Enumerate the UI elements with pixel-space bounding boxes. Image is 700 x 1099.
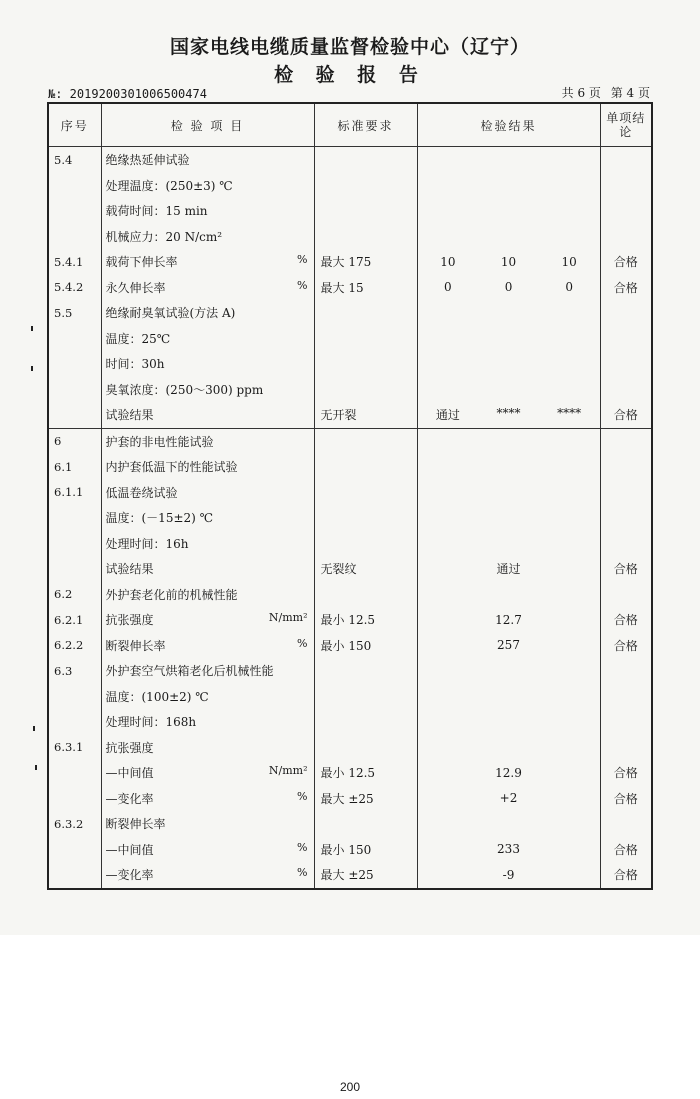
result-cell	[417, 454, 600, 480]
requirement-cell	[314, 480, 417, 506]
row-number: 6.3	[48, 658, 101, 684]
row-number	[48, 837, 101, 863]
test-item-label: 低温卷绕试验	[105, 485, 178, 500]
table-row	[48, 633, 652, 659]
test-item-label: 处理温度：(250±3) ℃	[105, 178, 233, 193]
row-number	[48, 326, 101, 352]
scan-speck	[31, 326, 33, 331]
result-cell	[417, 684, 600, 710]
test-item-label: 外护套空气烘箱老化后机械性能	[105, 664, 274, 679]
test-item-label: —变化率	[105, 868, 154, 883]
result-cell	[417, 224, 600, 250]
test-item-cell	[101, 173, 314, 199]
scan-speck	[31, 366, 33, 371]
test-item-cell	[101, 480, 314, 506]
row-number: 6.3.2	[48, 811, 101, 837]
result-cell	[417, 198, 600, 224]
test-item-label: 永久伸长率	[105, 280, 166, 295]
requirement-cell: 无裂纹	[314, 556, 417, 582]
conclusion-cell	[600, 326, 652, 352]
row-number	[48, 531, 101, 557]
row-number: 6.2.2	[48, 633, 101, 659]
col-header-no: 序号	[48, 103, 101, 147]
result-cell	[417, 786, 600, 812]
table-header-row	[48, 103, 652, 147]
table-row	[48, 811, 652, 837]
conclusion-cell: 合格	[600, 760, 652, 786]
requirement-cell	[314, 454, 417, 480]
test-item-cell	[101, 735, 314, 761]
result-value: 通过	[435, 408, 460, 423]
test-item-cell	[101, 428, 314, 454]
result-cell	[417, 351, 600, 377]
result-cell	[417, 658, 600, 684]
row-number	[48, 556, 101, 582]
result-cell	[417, 709, 600, 735]
table-row	[48, 351, 652, 377]
test-item-label: 温度：(100±2) ℃	[105, 689, 209, 704]
table-row	[48, 224, 652, 250]
row-number	[48, 224, 101, 250]
conclusion-cell: 合格	[600, 607, 652, 633]
test-item-label: —中间值	[105, 842, 154, 857]
requirement-cell	[314, 811, 417, 837]
test-item-cell	[101, 837, 314, 863]
table-row	[48, 709, 652, 735]
table-row	[48, 556, 652, 582]
table-row	[48, 454, 652, 480]
table-row	[48, 735, 652, 761]
unit-label: %	[297, 636, 308, 650]
result-value: 10	[440, 254, 456, 269]
requirement-cell: 最大 175	[314, 249, 417, 275]
result-value: -9	[502, 867, 515, 882]
table-row	[48, 505, 652, 531]
table-row	[48, 377, 652, 403]
result-value: 0	[504, 280, 513, 295]
table-row	[48, 607, 652, 633]
conclusion-cell: 合格	[600, 837, 652, 863]
row-number: 5.4.2	[48, 275, 101, 301]
conclusion-cell	[600, 224, 652, 250]
conclusion-cell	[600, 351, 652, 377]
conclusion-cell	[600, 480, 652, 506]
test-item-label: 内护套低温下的性能试验	[105, 460, 238, 475]
result-value: 233	[497, 842, 520, 857]
test-item-cell	[101, 633, 314, 659]
test-item-cell	[101, 531, 314, 557]
col-header-result: 检验结果	[417, 103, 600, 147]
test-item-cell	[101, 582, 314, 608]
test-item-label: 绝缘热延伸试验	[105, 153, 190, 168]
conclusion-cell: 合格	[600, 402, 652, 428]
result-value: ****	[557, 406, 582, 421]
row-number	[48, 862, 101, 889]
result-value: 10	[500, 254, 517, 269]
requirement-cell	[314, 173, 417, 199]
requirement-cell	[314, 351, 417, 377]
table-row	[48, 480, 652, 506]
test-item-label: 抗张强度	[105, 740, 154, 755]
test-item-label: 温度：25℃	[105, 331, 171, 346]
result-value: 0	[444, 280, 452, 295]
test-item-label: —中间值	[105, 766, 154, 781]
requirement-cell	[314, 684, 417, 710]
unit-label: %	[297, 866, 308, 879]
conclusion-cell: 合格	[600, 786, 652, 812]
requirement-cell	[314, 300, 417, 326]
table-row	[48, 275, 652, 301]
result-cell	[417, 760, 600, 786]
result-cell	[417, 811, 600, 837]
result-value: 通过	[496, 562, 521, 577]
test-item-label: —变化率	[105, 791, 154, 806]
table-row	[48, 684, 652, 710]
result-value: 12.7	[495, 612, 522, 627]
test-item-label: 抗张强度	[105, 613, 154, 628]
conclusion-cell	[600, 684, 652, 710]
result-cell	[417, 582, 600, 608]
conclusion-cell: 合格	[600, 862, 652, 889]
table-row	[48, 582, 652, 608]
row-number	[48, 402, 101, 428]
requirement-cell: 最小 12.5	[314, 760, 417, 786]
unit-label: N/mm²	[268, 611, 308, 624]
table-row	[48, 147, 652, 173]
result-cell	[417, 300, 600, 326]
conclusion-cell	[600, 147, 652, 173]
conclusion-cell	[600, 709, 652, 735]
row-number: 5.4.1	[48, 249, 101, 275]
result-cell	[417, 377, 600, 403]
row-number: 6.1.1	[48, 480, 101, 506]
test-item-cell	[101, 275, 314, 301]
result-cell	[417, 275, 600, 301]
table-row	[48, 837, 652, 863]
col-header-conclusion: 单项结论	[600, 103, 652, 147]
scan-speck	[35, 765, 37, 770]
conclusion-cell	[600, 377, 652, 403]
test-item-label: 绝缘耐臭氧试验(方法 A)	[105, 306, 236, 321]
conclusion-cell	[600, 454, 652, 480]
test-item-cell	[101, 862, 314, 889]
current-page: 第 4 页	[610, 86, 650, 100]
result-cell	[417, 862, 600, 889]
test-item-label: 外护套老化前的机械性能	[105, 587, 238, 602]
result-cell	[417, 402, 600, 428]
result-cell	[417, 556, 600, 582]
test-item-label: 断裂伸长率	[105, 817, 166, 832]
row-number: 6	[48, 428, 101, 454]
requirement-cell: 最大 ±25	[314, 786, 417, 812]
test-item-cell	[101, 760, 314, 786]
row-number	[48, 505, 101, 531]
table-row	[48, 862, 652, 889]
result-cell	[417, 249, 600, 275]
test-item-cell	[101, 786, 314, 812]
requirement-cell: 最小 12.5	[314, 607, 417, 633]
result-value: 12.9	[495, 765, 522, 780]
test-item-cell	[101, 249, 314, 275]
result-cell	[417, 480, 600, 506]
conclusion-cell	[600, 428, 652, 454]
requirement-cell	[314, 428, 417, 454]
unit-label: N/mm²	[268, 764, 308, 777]
result-cell	[417, 173, 600, 199]
result-cell	[417, 147, 600, 173]
row-number	[48, 709, 101, 735]
result-value: 0	[565, 280, 573, 295]
table-row	[48, 658, 652, 684]
result-cell	[417, 505, 600, 531]
row-number	[48, 377, 101, 403]
test-item-label: 载荷时间：15 min	[105, 204, 208, 219]
test-item-cell	[101, 377, 314, 403]
unit-label: %	[297, 840, 308, 854]
table-row	[48, 760, 652, 786]
conclusion-cell	[600, 173, 652, 199]
test-item-cell	[101, 811, 314, 837]
conclusion-cell: 合格	[600, 275, 652, 301]
row-number	[48, 760, 101, 786]
row-number	[48, 198, 101, 224]
requirement-cell: 无开裂	[314, 402, 417, 428]
conclusion-cell: 合格	[600, 556, 652, 582]
inspection-table	[47, 102, 653, 890]
test-item-label: 温度：(－15±2) ℃	[105, 511, 214, 526]
row-number: 6.1	[48, 454, 101, 480]
test-item-cell	[101, 198, 314, 224]
test-item-label: 试验结果	[105, 408, 154, 423]
row-number	[48, 351, 101, 377]
requirement-cell: 最小 150	[314, 837, 417, 863]
test-item-label: 载荷下伸长率	[105, 255, 178, 270]
test-item-cell	[101, 658, 314, 684]
row-number: 5.4	[48, 147, 101, 173]
col-header-requirement: 标准要求	[314, 103, 417, 147]
requirement-cell	[314, 224, 417, 250]
table-row	[48, 249, 652, 275]
test-item-cell	[101, 402, 314, 428]
table-row	[48, 173, 652, 199]
col-header-item: 检 验 项 目	[101, 103, 314, 147]
conclusion-cell	[600, 198, 652, 224]
conclusion-cell	[600, 300, 652, 326]
test-item-cell	[101, 147, 314, 173]
result-cell	[417, 531, 600, 557]
test-item-cell	[101, 684, 314, 710]
conclusion-cell	[600, 505, 652, 531]
test-item-cell	[101, 351, 314, 377]
result-value: ****	[496, 406, 521, 421]
conclusion-cell	[600, 658, 652, 684]
page-info	[556, 84, 650, 101]
table-row	[48, 326, 652, 352]
test-item-cell	[101, 505, 314, 531]
test-item-label: 试验结果	[105, 562, 154, 577]
test-item-cell	[101, 224, 314, 250]
conclusion-cell	[600, 735, 652, 761]
test-item-cell	[101, 709, 314, 735]
result-value: 10	[561, 254, 577, 269]
result-value: +2	[499, 791, 518, 806]
test-item-label: 护套的非电性能试验	[105, 434, 214, 449]
row-number	[48, 786, 101, 812]
result-value: 257	[497, 638, 520, 653]
requirement-cell	[314, 147, 417, 173]
table-row	[48, 300, 652, 326]
requirement-cell	[314, 709, 417, 735]
table-row	[48, 531, 652, 557]
test-item-cell	[101, 607, 314, 633]
requirement-cell	[314, 326, 417, 352]
requirement-cell	[314, 198, 417, 224]
result-cell	[417, 326, 600, 352]
test-item-label: 机械应力：20 N/cm²	[105, 229, 223, 244]
requirement-cell	[314, 377, 417, 403]
row-number: 6.2	[48, 582, 101, 608]
unit-label: %	[297, 278, 308, 292]
table-row	[48, 198, 652, 224]
table-row	[48, 402, 652, 428]
conclusion-cell: 合格	[600, 249, 652, 275]
test-item-label: 处理时间：16h	[105, 536, 189, 551]
test-item-cell	[101, 556, 314, 582]
scan-speck	[33, 726, 35, 731]
result-cell	[417, 607, 600, 633]
report-number: №: 2019200301006500474	[48, 87, 207, 101]
page-number: 200	[339, 1080, 361, 1094]
requirement-cell	[314, 658, 417, 684]
requirement-cell	[314, 582, 417, 608]
report-subtitle: 检 验 报 告	[274, 64, 426, 86]
row-number: 6.2.1	[48, 607, 101, 633]
result-cell	[417, 837, 600, 863]
requirement-cell	[314, 505, 417, 531]
test-item-label: 时间：30h	[105, 357, 165, 372]
conclusion-cell: 合格	[600, 633, 652, 659]
table-body	[48, 147, 652, 889]
requirement-cell	[314, 735, 417, 761]
row-number: 5.5	[48, 300, 101, 326]
test-item-label: 断裂伸长率	[105, 638, 166, 653]
unit-label: %	[297, 789, 308, 803]
conclusion-cell	[600, 811, 652, 837]
conclusion-cell	[600, 582, 652, 608]
total-pages: 共 6 页	[561, 86, 601, 100]
unit-label: %	[297, 253, 308, 266]
test-item-label: 处理时间：168h	[105, 715, 197, 730]
test-item-label: 臭氧浓度：(250～300) ppm	[105, 382, 264, 397]
result-cell	[417, 428, 600, 454]
row-number: 6.3.1	[48, 735, 101, 761]
test-item-cell	[101, 300, 314, 326]
test-item-cell	[101, 326, 314, 352]
row-number	[48, 173, 101, 199]
requirement-cell	[314, 531, 417, 557]
table-row	[48, 786, 652, 812]
test-item-cell	[101, 454, 314, 480]
requirement-cell: 最大 ±25	[314, 862, 417, 889]
requirement-cell: 最小 150	[314, 633, 417, 659]
conclusion-cell	[600, 531, 652, 557]
result-cell	[417, 633, 600, 659]
result-cell	[417, 735, 600, 761]
requirement-cell: 最大 15	[314, 275, 417, 301]
report-org-title: 国家电线电缆质量监督检验中心（辽宁）	[169, 36, 530, 58]
row-number	[48, 684, 101, 710]
table-row	[48, 428, 652, 454]
